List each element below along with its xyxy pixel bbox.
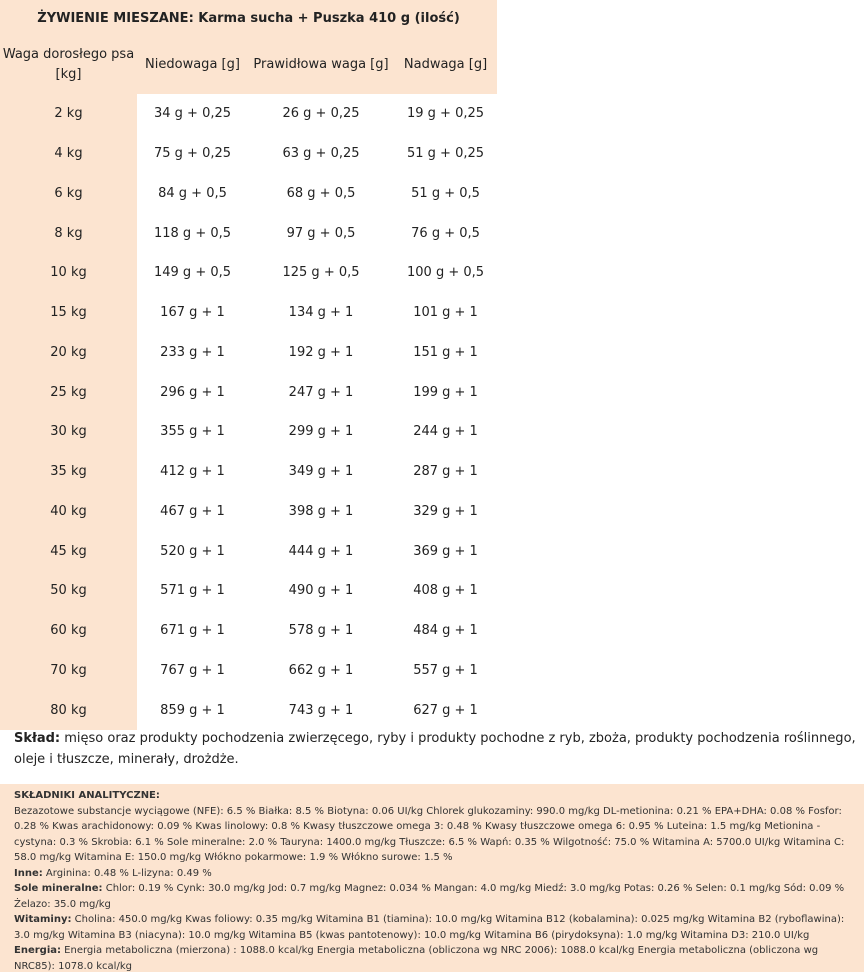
cell-overweight: 151 g + 1 xyxy=(394,333,497,373)
cell-weight: 30 kg xyxy=(0,412,137,452)
cell-weight: 20 kg xyxy=(0,333,137,373)
analysis-vitamins xyxy=(14,912,856,943)
cell-underweight: 296 g + 1 xyxy=(137,372,248,412)
table-row xyxy=(0,452,497,492)
cell-underweight: 167 g + 1 xyxy=(137,293,248,333)
cell-weight: 70 kg xyxy=(0,651,137,691)
analysis-general: Bezazotowe substancje wyciągowe (NFE): 6.5 % Białka: 8.5 % Biotyna: 0.06 UI/kg Chlorek glukozaminy: 990.0 mg/kg DL-metionina: 0.21 % EPA+DHA: 0.08 % Fosfor: 0.28 % Kwas arachidonowy: 0.09 % Kwas linolowy: 0.8 % Kwasy tłuszczowe omega 3: 0.48 % Kwasy tłuszczowe omega 6: 0.95 % Luteina: 1.5 mg/kg Metionina - cystyna: 0.3 % Skrobia: 6.1 % Sole mineralne: 2.0 % Tauryna: 1400.0 mg/kg Tłuszcze: 6.5 % Wapń: 0.35 % Wilgotność: 75.0 % Witamina A: 5700.0 UI/kg Witamina C: 58.0 mg/kg Witamina E: 150.0 mg/kg Włókno pokarmowe: 1.9 % Włókno surowe: 1.5 % xyxy=(14,805,845,863)
cell-underweight: 412 g + 1 xyxy=(137,452,248,492)
cell-underweight: 571 g + 1 xyxy=(137,571,248,611)
analysis-energy-text: Energia metaboliczna (mierzona) : 1088.0 kcal/kg Energia metaboliczna (obliczona wg NRC 2006): 1088.0 kcal/kg Energia metaboliczna (obliczona wg NRC85): 1078.0 kcal/kg xyxy=(14,945,819,972)
cell-normal-weight: 398 g + 1 xyxy=(248,492,394,532)
cell-underweight: 84 g + 0,5 xyxy=(137,174,248,214)
header-underweight: Niedowaga [g] xyxy=(137,36,248,94)
analysis-vitamins-text: Cholina: 450.0 mg/kg Kwas foliowy: 0.35 mg/kg Witamina B1 (tiamina): 10.0 mg/kg Witamina B12 (kobalamina): 0.025 mg/kg Witamina B2 (ryboflawina): 3.0 mg/kg Witamina B3 (niacyna): 10.0 mg/kg Witamina B5 (kwas pantotenowy): 10.0 mg/kg Witamina B6 (pirydoksyna): 1.0 mg/kg Witamina D3: 210.0 UI/kg xyxy=(14,914,845,941)
table-row xyxy=(0,531,497,571)
cell-normal-weight: 578 g + 1 xyxy=(248,611,394,651)
cell-underweight: 671 g + 1 xyxy=(137,611,248,651)
analysis-energy-label: Energia: xyxy=(14,945,61,956)
cell-normal-weight: 68 g + 0,5 xyxy=(248,174,394,214)
table-header-row xyxy=(0,36,497,94)
table-row xyxy=(0,174,497,214)
cell-underweight: 149 g + 0,5 xyxy=(137,253,248,293)
cell-overweight: 287 g + 1 xyxy=(394,452,497,492)
cell-overweight: 557 g + 1 xyxy=(394,651,497,691)
cell-underweight: 233 g + 1 xyxy=(137,333,248,373)
table-row xyxy=(0,372,497,412)
cell-weight: 45 kg xyxy=(0,531,137,571)
cell-weight: 60 kg xyxy=(0,611,137,651)
table-row xyxy=(0,134,497,174)
composition-text: mięso oraz produkty pochodzenia zwierzęcego, ryby i produkty pochodne z ryb, zboża, produkty pochodzenia roślinnego, oleje i tłuszcze, minerały, drożdże. xyxy=(14,731,856,767)
cell-underweight: 75 g + 0,25 xyxy=(137,134,248,174)
analysis-other xyxy=(14,866,856,882)
cell-underweight: 34 g + 0,25 xyxy=(137,94,248,134)
cell-overweight: 19 g + 0,25 xyxy=(394,94,497,134)
feeding-table xyxy=(0,0,497,730)
cell-underweight: 520 g + 1 xyxy=(137,531,248,571)
cell-normal-weight: 743 g + 1 xyxy=(248,690,394,730)
cell-weight: 40 kg xyxy=(0,492,137,532)
cell-overweight: 244 g + 1 xyxy=(394,412,497,452)
cell-overweight: 627 g + 1 xyxy=(394,690,497,730)
table-row xyxy=(0,293,497,333)
cell-weight: 50 kg xyxy=(0,571,137,611)
table-row xyxy=(0,213,497,253)
cell-normal-weight: 125 g + 0,5 xyxy=(248,253,394,293)
cell-normal-weight: 192 g + 1 xyxy=(248,333,394,373)
cell-normal-weight: 662 g + 1 xyxy=(248,651,394,691)
cell-overweight: 408 g + 1 xyxy=(394,571,497,611)
analysis-other-text: Arginina: 0.48 % L-lizyna: 0.49 % xyxy=(42,867,212,879)
cell-normal-weight: 299 g + 1 xyxy=(248,412,394,452)
composition-label: Skład: xyxy=(14,731,61,746)
cell-normal-weight: 349 g + 1 xyxy=(248,452,394,492)
cell-weight: 8 kg xyxy=(0,213,137,253)
cell-weight: 80 kg xyxy=(0,690,137,730)
table-row xyxy=(0,571,497,611)
cell-overweight: 101 g + 1 xyxy=(394,293,497,333)
analysis-other-label: Inne: xyxy=(14,867,43,879)
table-row xyxy=(0,651,497,691)
cell-normal-weight: 63 g + 0,25 xyxy=(248,134,394,174)
cell-overweight: 329 g + 1 xyxy=(394,492,497,532)
table-row xyxy=(0,253,497,293)
cell-underweight: 467 g + 1 xyxy=(137,492,248,532)
table-title: ŻYWIENIE MIESZANE: Karma sucha + Puszka 410 g (ilość) xyxy=(0,0,497,36)
cell-weight: 25 kg xyxy=(0,372,137,412)
cell-overweight: 76 g + 0,5 xyxy=(394,213,497,253)
cell-normal-weight: 26 g + 0,25 xyxy=(248,94,394,134)
cell-normal-weight: 134 g + 1 xyxy=(248,293,394,333)
cell-overweight: 199 g + 1 xyxy=(394,372,497,412)
table-title-row xyxy=(0,0,497,36)
cell-overweight: 51 g + 0,5 xyxy=(394,174,497,214)
cell-normal-weight: 97 g + 0,5 xyxy=(248,213,394,253)
analysis-title: SKŁADNIKI ANALITYCZNE: xyxy=(14,790,160,801)
table-row xyxy=(0,690,497,730)
cell-weight: 15 kg xyxy=(0,293,137,333)
cell-weight: 4 kg xyxy=(0,134,137,174)
header-normal-weight: Prawidłowa waga [g] xyxy=(248,36,394,94)
cell-overweight: 484 g + 1 xyxy=(394,611,497,651)
table-row xyxy=(0,333,497,373)
cell-underweight: 118 g + 0,5 xyxy=(137,213,248,253)
analysis-minerals xyxy=(14,881,856,912)
table-row xyxy=(0,412,497,452)
composition xyxy=(14,728,860,770)
analytical-constituents xyxy=(0,784,864,972)
cell-overweight: 51 g + 0,25 xyxy=(394,134,497,174)
analysis-vitamins-label: Witaminy: xyxy=(14,914,72,925)
cell-normal-weight: 247 g + 1 xyxy=(248,372,394,412)
header-weight: Waga dorosłego psa [kg] xyxy=(0,36,137,94)
analysis-minerals-label: Sole mineralne: xyxy=(14,883,103,894)
cell-underweight: 355 g + 1 xyxy=(137,412,248,452)
cell-weight: 2 kg xyxy=(0,94,137,134)
analysis-energy xyxy=(14,943,856,974)
cell-weight: 10 kg xyxy=(0,253,137,293)
cell-underweight: 859 g + 1 xyxy=(137,690,248,730)
table-row xyxy=(0,492,497,532)
cell-weight: 35 kg xyxy=(0,452,137,492)
cell-normal-weight: 444 g + 1 xyxy=(248,531,394,571)
cell-underweight: 767 g + 1 xyxy=(137,651,248,691)
cell-overweight: 100 g + 0,5 xyxy=(394,253,497,293)
analysis-minerals-text: Chlor: 0.19 % Cynk: 30.0 mg/kg Jod: 0.7 mg/kg Magnez: 0.034 % Mangan: 4.0 mg/kg Miedź: 3.0 mg/kg Potas: 0.26 % Selen: 0.1 mg/kg Sód: 0.09 % Żelazo: 35.0 mg/kg xyxy=(14,883,845,910)
table-row xyxy=(0,94,497,134)
cell-overweight: 369 g + 1 xyxy=(394,531,497,571)
table-row xyxy=(0,611,497,651)
header-overweight: Nadwaga [g] xyxy=(394,36,497,94)
cell-normal-weight: 490 g + 1 xyxy=(248,571,394,611)
cell-weight: 6 kg xyxy=(0,174,137,214)
